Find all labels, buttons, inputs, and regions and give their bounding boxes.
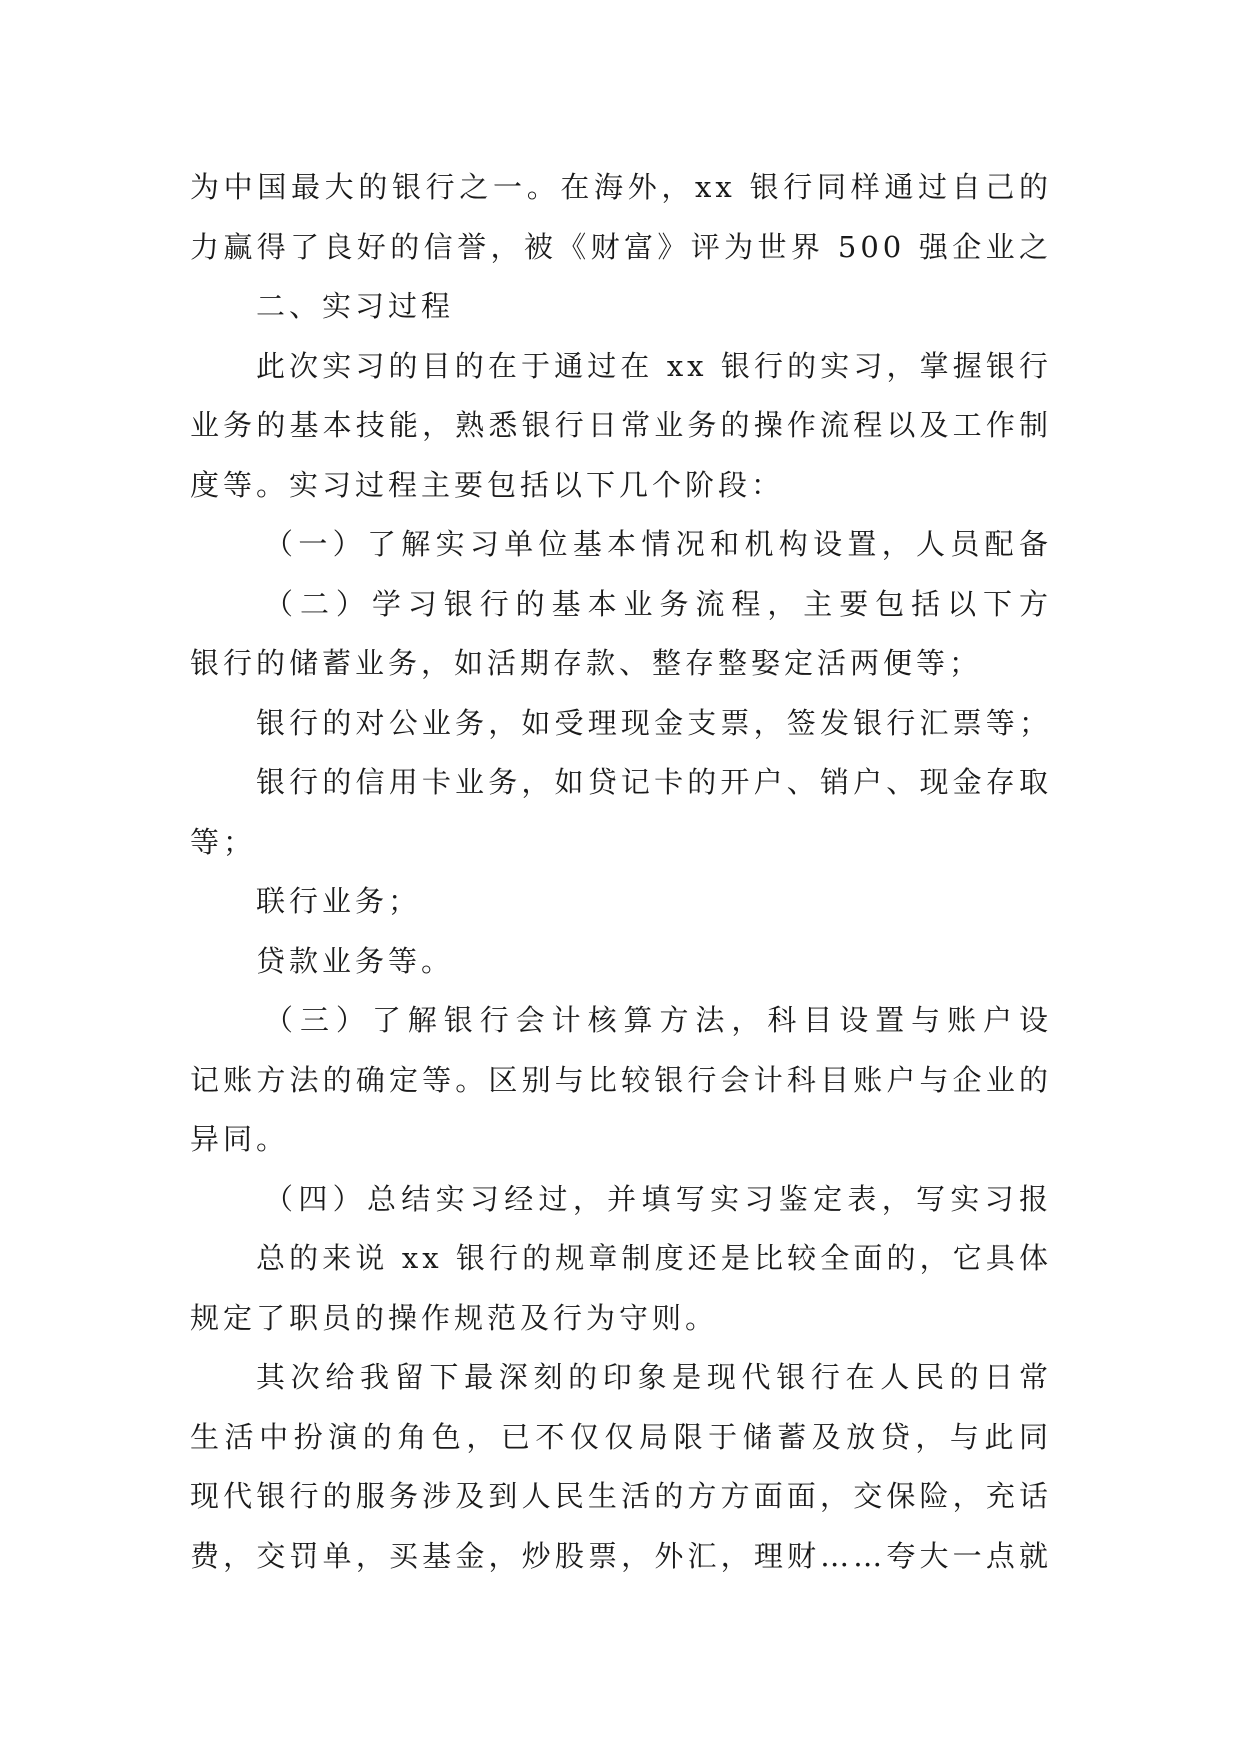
- text-line: 此次实习的目的在于通过在 xx 银行的实习，掌握银行: [256, 348, 1052, 383]
- text-line: 记账方法的确定等。区别与比较银行会计科目账户与企业的: [190, 1062, 1052, 1097]
- text-line: 异同。: [190, 1122, 290, 1156]
- text-line: 力赢得了良好的信誉，被《财富》评为世界 500 强企业之: [190, 229, 1052, 264]
- text-line: 贷款业务等。: [256, 943, 455, 978]
- text-line: 其次给我留下最深刻的印象是现代银行在人民的日常: [256, 1360, 1052, 1394]
- text-line: 联行业务；: [256, 884, 422, 918]
- text-line: 度等。实习过程主要包括以下几个阶段：: [190, 467, 785, 502]
- text-line: （二）学习银行的基本业务流程，主要包括以下方: [264, 586, 1052, 621]
- text-line: 业务的基本技能，熟悉银行日常业务的操作流程以及工作制: [190, 408, 1052, 442]
- text-line: 生活中扮演的角色，已不仅仅局限于储蓄及放贷，与此同: [190, 1419, 1052, 1454]
- text-line: 银行的对公业务，如受理现金支票，签发银行汇票等；: [256, 705, 1052, 740]
- text-line: 总的来说 xx 银行的规章制度还是比较全面的，它具体: [256, 1241, 1052, 1275]
- text-line: 银行的储蓄业务，如活期存款、整存整娶定活两便等；: [190, 646, 983, 680]
- section-heading: 二、实习过程: [256, 289, 455, 323]
- text-line: 费，交罚单，买基金，炒股票，外汇，理财……夸大一点就: [190, 1538, 1052, 1573]
- text-line: 银行的信用卡业务，如贷记卡的开户、销户、现金存取: [256, 765, 1052, 799]
- text-line: 为中国最大的银行之一。在海外，xx 银行同样通过自己的: [190, 170, 1052, 204]
- text-line: （四）总结实习经过，并填写实习鉴定表，写实习报: [264, 1181, 1052, 1216]
- text-line: （三）了解银行会计核算方法，科目设置与账户设: [264, 1003, 1052, 1037]
- text-line: 规定了职员的操作规范及行为守则。: [190, 1300, 719, 1335]
- text-line: （一）了解实习单位基本情况和机构设置，人员配备: [264, 527, 1052, 561]
- document-body: [190, 158, 1052, 1586]
- text-line: 现代银行的服务涉及到人民生活的方方面面，交保险，充话: [190, 1479, 1052, 1513]
- text-line: 等；: [190, 824, 257, 859]
